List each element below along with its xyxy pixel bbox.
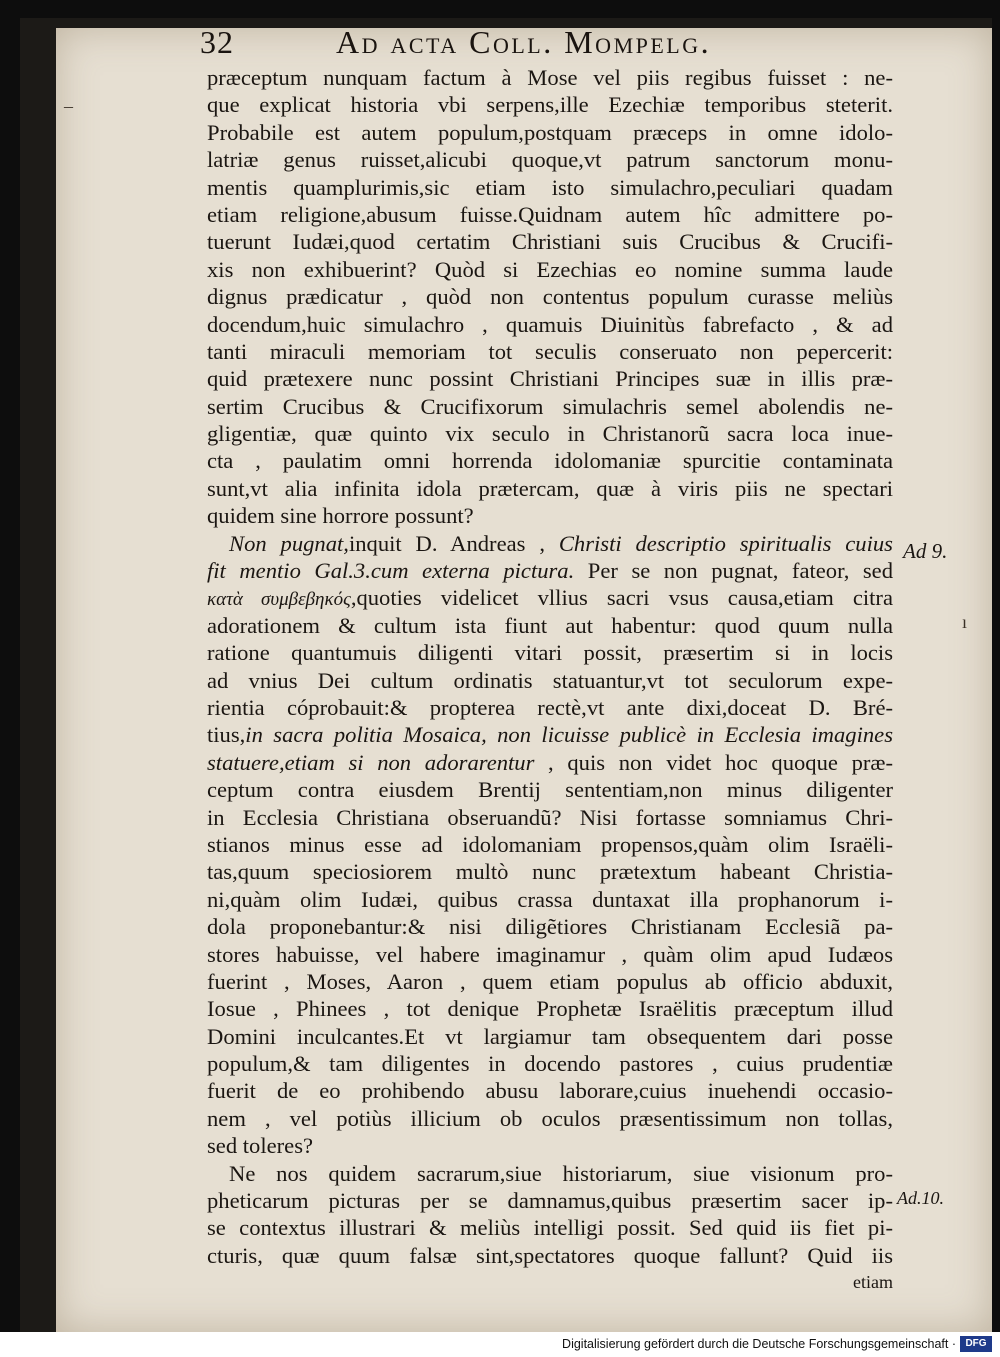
text-line: dignus prædicatur , quòd non contentus populum curasse meliùs xyxy=(207,284,893,310)
greek-text: κατὰ συμβεβηκός xyxy=(207,589,351,611)
dfg-logo: DFG xyxy=(960,1336,992,1352)
text-line: pheticarum picturas per se damnamus,quibus præsertim sacer ip- xyxy=(207,1188,893,1214)
text-line: præceptum nunquam factum à Mose vel piis regibus fuisset : ne- xyxy=(207,65,893,90)
text-line: etiam religione,abusum fuisse.Quidnam autem hîc admittere po- xyxy=(207,201,893,227)
text-line xyxy=(207,530,893,557)
text-line xyxy=(207,721,893,748)
text-line: ratione quantumuis diligenti vitari possit, præsertim si in locis xyxy=(207,640,893,666)
page-number: 32 xyxy=(200,24,234,60)
text-line: dola proponebantur:& nisi diligẽtiores Christianam Ecclesiã pa- xyxy=(207,914,893,940)
text-line: ni,quàm olim Iudæi, quibus crassa duntaxat illa prophanorum i- xyxy=(207,886,893,912)
text-line: in Ecclesia Christiana obseruandũ? Nisi fortasse somniamus Chri- xyxy=(207,804,893,830)
text-line: sunt,vt alia infinita idola prætercam, quæ à viris piis ne spectari xyxy=(207,475,893,501)
margin-dash-mark: – xyxy=(64,96,73,116)
roman-text: Per se non pugnat, fateor, sed xyxy=(574,558,893,584)
text-line: mentis quamplurimis,sic etiam isto simulachro,peculiari quadam xyxy=(207,174,893,200)
text-line: rientia cóprobauit:& propterea rectè,vt ante dixi,doceat D. Bré- xyxy=(207,694,893,720)
italic-text: Non pugnat, xyxy=(229,530,349,556)
margin-dot-mark: ı xyxy=(962,612,968,632)
body-text xyxy=(207,64,893,1297)
text-line: quid prætexere nunc possint Christiani Principes suæ in illis præ- xyxy=(207,366,893,392)
roman-text: tius, xyxy=(207,722,246,748)
digitization-footer xyxy=(0,1332,1000,1357)
italic-text: in sacra politia Mosaica, non licuisse publicè in Ecclesia imagines xyxy=(245,722,893,748)
roman-text: ,quoties videlicet vllius sacri vsus causa,etiam citra xyxy=(350,585,893,611)
text-line: nem , vel potiùs illicium ob oculos præsentissimum non tollas, xyxy=(207,1105,893,1131)
text-line: docendum,huic simulachro , quamuis Diuinitùs fabrefacto , & ad xyxy=(207,311,893,337)
text-line: cta , paulatim omni horrenda idolomaniæ spurcitie contaminata xyxy=(207,448,893,474)
running-title: Ad acta Coll. Mompelg. xyxy=(336,24,712,60)
text-line: fuerint , Moses, Aaron , quem etiam populus ab officio abduxit, xyxy=(207,968,893,994)
italic-text: fit mentio Gal.3.cum externa pictura. xyxy=(207,558,575,584)
text-line: Probabile est autem populum,postquam præceps in omne idolo- xyxy=(207,119,893,145)
text-line: stianos minus esse ad idolomaniam propensos,quàm olim Israëli- xyxy=(207,831,893,857)
text-line: stores habuisse, vel habere imaginamur , quàm olim apud Iudæos xyxy=(207,941,893,967)
paragraph-2-rest xyxy=(207,776,893,1159)
paragraph-1 xyxy=(207,64,893,530)
text-line xyxy=(207,557,893,584)
page-header xyxy=(200,22,790,62)
text-line xyxy=(207,749,893,776)
text-line: populum,& tam diligentes in docendo pastores , cuius prudentiæ xyxy=(207,1051,893,1077)
roman-text: , quis non videt hoc quoque præ- xyxy=(534,749,894,775)
text-line xyxy=(207,584,893,611)
text-line: ad vnius Dei cultum ordinatis statuantur,vt tot seculorum expe- xyxy=(207,667,893,693)
italic-text: Christi descriptio spiritualis cuius xyxy=(558,530,893,556)
text-line: ceptum contra eiusdem Brentij sententiam,non minus diligenter xyxy=(207,777,893,803)
paragraph-3 xyxy=(207,1160,893,1270)
italic-text: statuere,etiam si non adorarentur xyxy=(207,749,535,775)
text-line: quidem sine horrore possunt? xyxy=(207,503,474,529)
text-line: gligentiæ, quæ quinto vix seculo in Christanorũ sacra loca inue- xyxy=(207,421,893,447)
text-line: tanti miraculi memoriam tot seculis conseruato non pepercerit: xyxy=(207,338,893,364)
margin-note-ad-10: Ad.10. xyxy=(897,1188,944,1208)
margin-note-ad-9: Ad 9. xyxy=(903,539,948,563)
text-line: que explicat historia vbi serpens,ille Ezechiæ temporibus steterit. xyxy=(207,92,893,118)
paragraph-2-middle xyxy=(207,612,893,722)
text-line: Ne nos quidem sacrarum,siue historiarum, siue visionum pro- xyxy=(229,1160,893,1186)
text-line: sed toleres? xyxy=(207,1133,314,1159)
footer-credit: Digitalisierung gefördert durch die Deutsche Forschungsgemeinschaft · xyxy=(562,1337,956,1351)
roman-text: inquit D. Andreas , xyxy=(348,530,559,556)
text-line: Domini inculcantes.Et vt largiamur tam obsequentem dari posse xyxy=(207,1023,893,1049)
text-line: tuerunt Iudæi,quod certatim Christiani suis Crucibus & Crucifi- xyxy=(207,229,893,255)
paragraph-2 xyxy=(207,530,893,1160)
text-line: tas,quum speciosiorem multò nunc prætextum habeant Christia- xyxy=(207,859,893,885)
text-line: Iosue , Phinees , tot denique Prophetæ Israëlitis præceptum illud xyxy=(207,996,893,1022)
text-line: xis non exhibuerint? Quòd si Ezechias eo nomine summa laude xyxy=(207,256,893,282)
catchword: etiam xyxy=(853,1272,893,1293)
text-line: se contextus illustrari & meliùs intelligi possit. Sed quid iis fiet pi- xyxy=(207,1215,893,1241)
text-line: latriæ genus ruisset,alicubi quoque,vt patrum sanctorum monu- xyxy=(207,147,893,173)
text-line: fuerit de eo prohibendo abusu laborare,cuius inuehendi occasio- xyxy=(207,1078,893,1104)
text-line: cturis, quæ quum falsæ sint,spectatores quoque fallunt? Quid iis xyxy=(207,1242,893,1268)
text-line: sertim Crucibus & Crucifixorum simulachris semel abolendis ne- xyxy=(207,393,893,419)
text-line: adorationem & cultum ista fiunt aut habentur: quod quum nulla xyxy=(207,612,893,638)
